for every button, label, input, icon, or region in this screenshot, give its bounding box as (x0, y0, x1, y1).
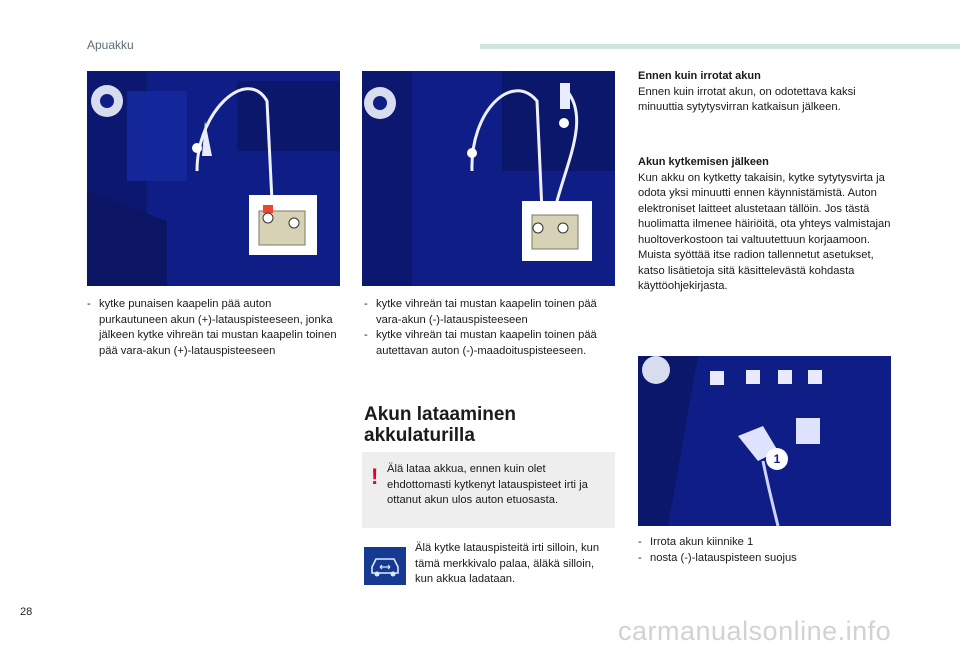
warning-text: Älä lataa akkua, ennen kuin olet ehdottomasti kytkenyt latauspisteet irti ja ottanut akun ulos auton etuosasta. (387, 463, 588, 506)
list-item: - kytke punaisen kaapelin pää auton purkautuneen akun (+)-latauspisteeseen, jonka jälkeen kytke vihreän tai mustan kaapelin toinen pää vara-akun (+)-latauspisteeseen (87, 298, 337, 357)
section-heading: Akun lataaminen akkulaturilla (364, 404, 517, 446)
section-title: Apuakku (87, 38, 134, 52)
warning-box (362, 452, 615, 528)
list-item: - kytke vihreän tai mustan kaapelin toinen pää autettavan auton (-)-maadoituspisteeseen. (364, 329, 597, 357)
photo-jumper-negative (362, 71, 615, 286)
paragraph: Ennen kuin irrotat akun, on odotettava kaksi minuuttia sytytysvirran katkaisun jälkeen. (638, 85, 856, 113)
col3-bullets (638, 535, 891, 566)
photo-battery-clamp (638, 356, 891, 526)
section-before-disconnect (638, 69, 898, 116)
header-bar (480, 44, 960, 49)
subheading: Akun kytkemisen jälkeen (638, 156, 769, 168)
car-lock-icon (364, 547, 406, 585)
section-after-connect (638, 155, 898, 295)
paragraph: Kun akku on kytketty takaisin, kytke sytytysvirta ja odota yksi minuutti ennen käynnistämistä. Auton elektroniset laitteet alustetaan tällöin. Jos tästä huolimatta ilmenee häiriöitä, ota yhteys valmistajan huoltoverkostoon tai valtuutettuun korjaamoon. Muista syöttää itse radion tallennetut asetukset, katso lisätietoja sitä käsittelevästä kohdasta käyttöohjekirjasta. (638, 171, 891, 292)
warning-icon: ! (371, 464, 379, 489)
callout-badge: 1 (773, 452, 781, 466)
list-item: - kytke vihreän tai mustan kaapelin toinen pää vara-akun (-)-latauspisteeseen (364, 298, 597, 326)
note-text: Älä kytke latauspisteitä irti silloin, kun tämä merkkivalo palaa, äläkä silloin, kun akkua ladataan. (415, 542, 600, 585)
photo-jumper-positive (87, 71, 340, 286)
page-number: 28 (20, 606, 33, 618)
col2-bullets (364, 297, 614, 359)
col1-bullets (87, 297, 337, 359)
list-item: - Irrota akun kiinnike 1 (638, 536, 754, 548)
watermark: carmanualsonline.info (618, 616, 892, 646)
subheading: Ennen kuin irrotat akun (638, 70, 761, 82)
list-item: - nosta (-)-latauspisteen suojus (638, 551, 797, 564)
